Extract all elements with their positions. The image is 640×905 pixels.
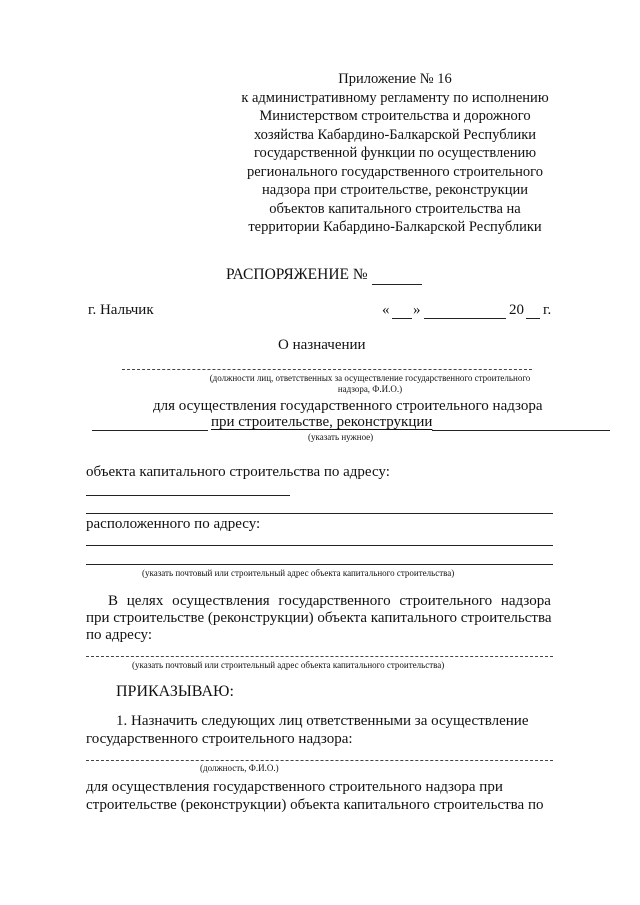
header-line: Министерством строительства и дорожного [259,108,531,124]
date-open-quote: « [382,302,390,318]
caption-address-1: (указать почтовый или строительный адрес объекта капитального строительства) [142,568,455,578]
located-address-label: расположенного по адресу: [86,516,261,532]
city: г. Нальчик [88,302,154,318]
date-year-suffix: г. [543,302,552,318]
date-year-prefix: 20 [509,302,524,318]
header-line: надзора при строительстве, реконструкции [262,182,528,198]
purpose-address-blank [86,656,553,657]
located-address-blank-1 [86,545,553,546]
purpose-line-2: при строительстве, реконструкции [211,414,433,430]
order-title: РАСПОРЯЖЕНИЕ № [226,266,368,283]
located-address-blank-2 [86,564,553,565]
header-line: государственной функции по осуществлению [253,145,537,161]
position-blank [122,369,532,370]
caption-position: (должности лиц, ответственных за осуществление государственного строительного надзора, Ф.И.О.) [209,373,531,394]
purpose-line-1: для осуществления государственного строительного надзора [153,398,543,414]
item-1-line-1: 1. Назначить следующих лиц ответственными за осуществление [116,713,529,729]
purpose-para-line-1: В целях осуществления государственного строительного надзора [108,593,551,609]
date-close-quote: » [413,302,421,318]
header-line: объектов капитального строительства на [269,200,521,217]
object-address-blank-1 [86,495,290,496]
date-month-blank [424,318,506,319]
purpose-underline-left [92,430,208,431]
item-1-line-2: государственного строительного надзора: [86,731,353,747]
purpose-para-line-3: по адресу: [86,627,153,643]
date-day-blank [392,318,412,319]
subject: О назначении [278,337,366,353]
appendix-header [230,70,560,237]
header-line: к административному регламенту по исполнению [241,89,549,106]
header-line: хозяйства Кабардино-Балкарской Республики [253,126,537,143]
caption-address-2: (указать почтовый или строительный адрес объекта капитального строительства) [132,660,445,670]
header-line: территории Кабардино-Балкарской Республики [248,219,542,235]
purpose-para-line-2: при строительстве (реконструкции) объекта капитального строительства [86,610,552,626]
caption-specify: (указать нужное) [308,432,374,442]
order-number-blank [372,284,422,285]
order-word: ПРИКАЗЫВАЮ: [116,683,234,700]
date-year-blank [526,318,540,319]
fio-blank [86,760,553,761]
object-address-label: объекта капитального строительства по адресу: [86,464,390,480]
purpose-underline-right [432,430,610,431]
header-line: Приложение № 16 [338,71,452,87]
caption-fio: (должность, Ф.И.О.) [200,763,279,773]
item-1-cont-line-1: для осуществления государственного строительного надзора при [86,779,503,795]
object-address-blank-2 [86,513,553,514]
item-1-cont-line-2: строительстве (реконструкции) объекта капитального строительства по [86,797,544,813]
header-line: регионального государственного строительного [246,163,543,180]
